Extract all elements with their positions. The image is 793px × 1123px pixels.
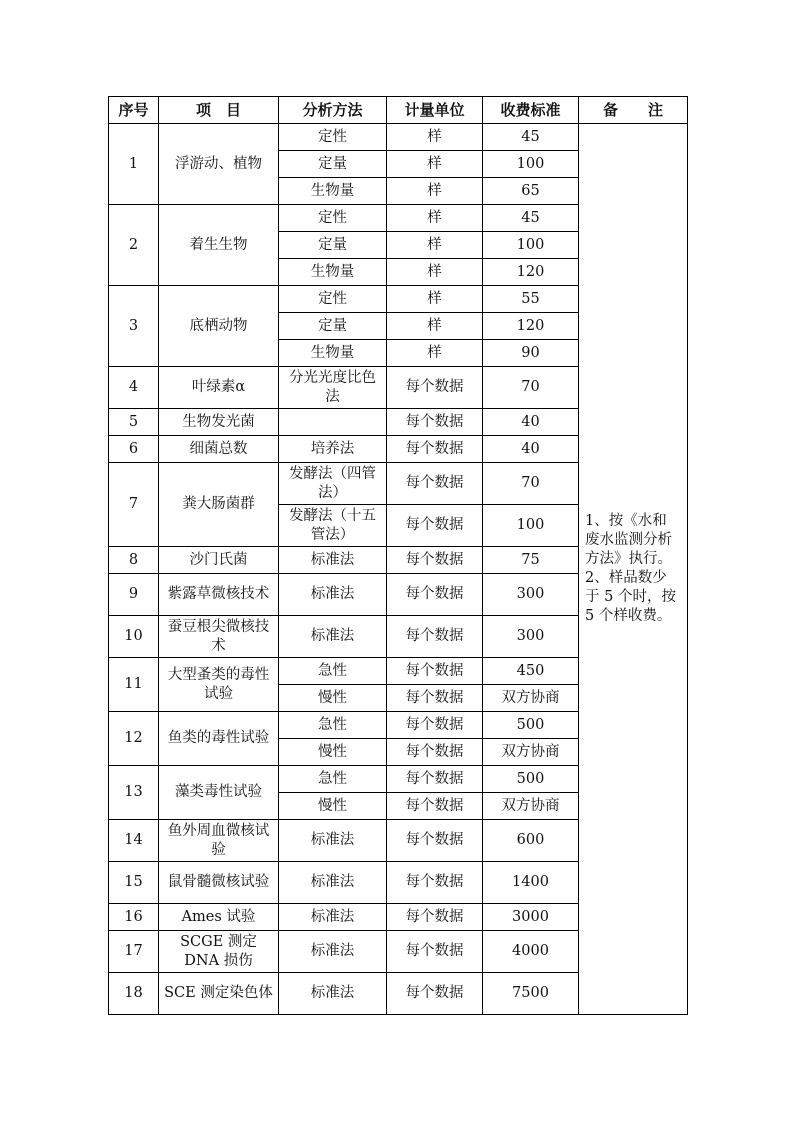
cell-no: 6	[109, 436, 159, 463]
cell-no: 7	[109, 463, 159, 547]
cell-fee: 40	[483, 409, 579, 436]
cell-item: 鼠骨髓微核试验	[159, 862, 279, 904]
cell-unit: 样	[387, 313, 483, 340]
cell-fee: 500	[483, 766, 579, 793]
cell-method: 标准法	[279, 547, 387, 574]
cell-method: 标准法	[279, 616, 387, 658]
cell-unit: 每个数据	[387, 931, 483, 973]
cell-unit: 每个数据	[387, 463, 483, 505]
cell-unit: 每个数据	[387, 766, 483, 793]
cell-method: 定量	[279, 151, 387, 178]
cell-no: 16	[109, 904, 159, 931]
cell-fee: 3000	[483, 904, 579, 931]
cell-method: 急性	[279, 712, 387, 739]
cell-method: 定性	[279, 286, 387, 313]
cell-item: 大型蚤类的毒性试验	[159, 658, 279, 712]
cell-unit: 样	[387, 178, 483, 205]
cell-unit: 样	[387, 340, 483, 367]
cell-fee: 双方协商	[483, 739, 579, 766]
cell-method: 生物量	[279, 259, 387, 286]
cell-method: 慢性	[279, 793, 387, 820]
cell-method: 发酵法（四管法）	[279, 463, 387, 505]
cell-item: Ames 试验	[159, 904, 279, 931]
cell-fee: 70	[483, 367, 579, 409]
cell-unit: 每个数据	[387, 793, 483, 820]
cell-item: 沙门氏菌	[159, 547, 279, 574]
cell-unit: 每个数据	[387, 904, 483, 931]
cell-fee: 100	[483, 505, 579, 547]
note-line: 2、样品数少于 5 个时，按 5 个样收费。	[585, 570, 676, 624]
cell-unit: 每个数据	[387, 658, 483, 685]
table-row	[109, 124, 688, 151]
cell-fee: 100	[483, 151, 579, 178]
cell-method: 急性	[279, 658, 387, 685]
cell-item: 鱼外周血微核试验	[159, 820, 279, 862]
cell-method: 标准法	[279, 931, 387, 973]
cell-method: 发酵法（十五管法）	[279, 505, 387, 547]
cell-method: 标准法	[279, 862, 387, 904]
cell-fee: 45	[483, 205, 579, 232]
cell-no: 10	[109, 616, 159, 658]
cell-method	[279, 409, 387, 436]
cell-fee: 120	[483, 259, 579, 286]
cell-method: 慢性	[279, 739, 387, 766]
cell-method: 培养法	[279, 436, 387, 463]
cell-note	[579, 124, 688, 1015]
cell-unit: 每个数据	[387, 616, 483, 658]
cell-method: 分光光度比色法	[279, 367, 387, 409]
cell-unit: 样	[387, 124, 483, 151]
header-item: 项 目	[159, 97, 279, 124]
cell-fee: 1400	[483, 862, 579, 904]
cell-unit: 每个数据	[387, 409, 483, 436]
cell-fee: 55	[483, 286, 579, 313]
cell-unit: 每个数据	[387, 367, 483, 409]
cell-fee: 70	[483, 463, 579, 505]
cell-unit: 样	[387, 232, 483, 259]
cell-fee: 120	[483, 313, 579, 340]
cell-fee: 75	[483, 547, 579, 574]
cell-unit: 每个数据	[387, 574, 483, 616]
cell-no: 8	[109, 547, 159, 574]
cell-item: 细菌总数	[159, 436, 279, 463]
cell-unit: 每个数据	[387, 973, 483, 1015]
cell-no: 2	[109, 205, 159, 286]
cell-no: 5	[109, 409, 159, 436]
header-row	[109, 97, 688, 124]
cell-fee: 双方协商	[483, 793, 579, 820]
header-fee: 收费标准	[483, 97, 579, 124]
cell-unit: 每个数据	[387, 547, 483, 574]
cell-unit: 每个数据	[387, 820, 483, 862]
cell-fee: 7500	[483, 973, 579, 1015]
cell-unit: 样	[387, 205, 483, 232]
cell-method: 生物量	[279, 178, 387, 205]
cell-unit: 每个数据	[387, 712, 483, 739]
cell-item: 着生生物	[159, 205, 279, 286]
cell-method: 标准法	[279, 820, 387, 862]
note-line: 1、按《水和废水监测分析方法》执行。	[585, 513, 672, 567]
cell-no: 18	[109, 973, 159, 1015]
cell-fee: 65	[483, 178, 579, 205]
cell-fee: 45	[483, 124, 579, 151]
cell-method: 标准法	[279, 904, 387, 931]
cell-item: 底栖动物	[159, 286, 279, 367]
cell-no: 11	[109, 658, 159, 712]
cell-no: 4	[109, 367, 159, 409]
cell-method: 标准法	[279, 574, 387, 616]
cell-fee: 500	[483, 712, 579, 739]
table-body	[109, 124, 688, 1015]
cell-item: 蚕豆根尖微核技术	[159, 616, 279, 658]
cell-no: 15	[109, 862, 159, 904]
cell-method: 急性	[279, 766, 387, 793]
cell-item: 浮游动、植物	[159, 124, 279, 205]
cell-item: 藻类毒性试验	[159, 766, 279, 820]
cell-item: 生物发光菌	[159, 409, 279, 436]
cell-unit: 每个数据	[387, 739, 483, 766]
cell-no: 9	[109, 574, 159, 616]
cell-item: SCE 测定染色体	[159, 973, 279, 1015]
cell-no: 14	[109, 820, 159, 862]
cell-fee: 300	[483, 616, 579, 658]
cell-fee: 600	[483, 820, 579, 862]
cell-method: 定性	[279, 124, 387, 151]
cell-item: SCGE 测定 DNA 损伤	[159, 931, 279, 973]
header-no: 序号	[109, 97, 159, 124]
cell-method: 定量	[279, 232, 387, 259]
cell-method: 生物量	[279, 340, 387, 367]
cell-fee: 4000	[483, 931, 579, 973]
cell-unit: 每个数据	[387, 862, 483, 904]
header-note: 备 注	[579, 97, 688, 124]
cell-no: 12	[109, 712, 159, 766]
cell-item: 粪大肠菌群	[159, 463, 279, 547]
cell-fee: 450	[483, 658, 579, 685]
cell-no: 13	[109, 766, 159, 820]
cell-no: 1	[109, 124, 159, 205]
cell-item: 鱼类的毒性试验	[159, 712, 279, 766]
cell-fee: 双方协商	[483, 685, 579, 712]
cell-method: 定性	[279, 205, 387, 232]
cell-item: 紫露草微核技术	[159, 574, 279, 616]
cell-method: 慢性	[279, 685, 387, 712]
cell-unit: 样	[387, 286, 483, 313]
cell-unit: 每个数据	[387, 685, 483, 712]
cell-item: 叶绿素α	[159, 367, 279, 409]
fee-table	[108, 96, 688, 1015]
cell-unit: 样	[387, 259, 483, 286]
cell-unit: 样	[387, 151, 483, 178]
cell-fee: 90	[483, 340, 579, 367]
cell-unit: 每个数据	[387, 505, 483, 547]
cell-unit: 每个数据	[387, 436, 483, 463]
cell-fee: 100	[483, 232, 579, 259]
header-method: 分析方法	[279, 97, 387, 124]
cell-no: 3	[109, 286, 159, 367]
cell-method: 标准法	[279, 973, 387, 1015]
header-unit: 计量单位	[387, 97, 483, 124]
cell-fee: 40	[483, 436, 579, 463]
cell-no: 17	[109, 931, 159, 973]
cell-method: 定量	[279, 313, 387, 340]
cell-fee: 300	[483, 574, 579, 616]
